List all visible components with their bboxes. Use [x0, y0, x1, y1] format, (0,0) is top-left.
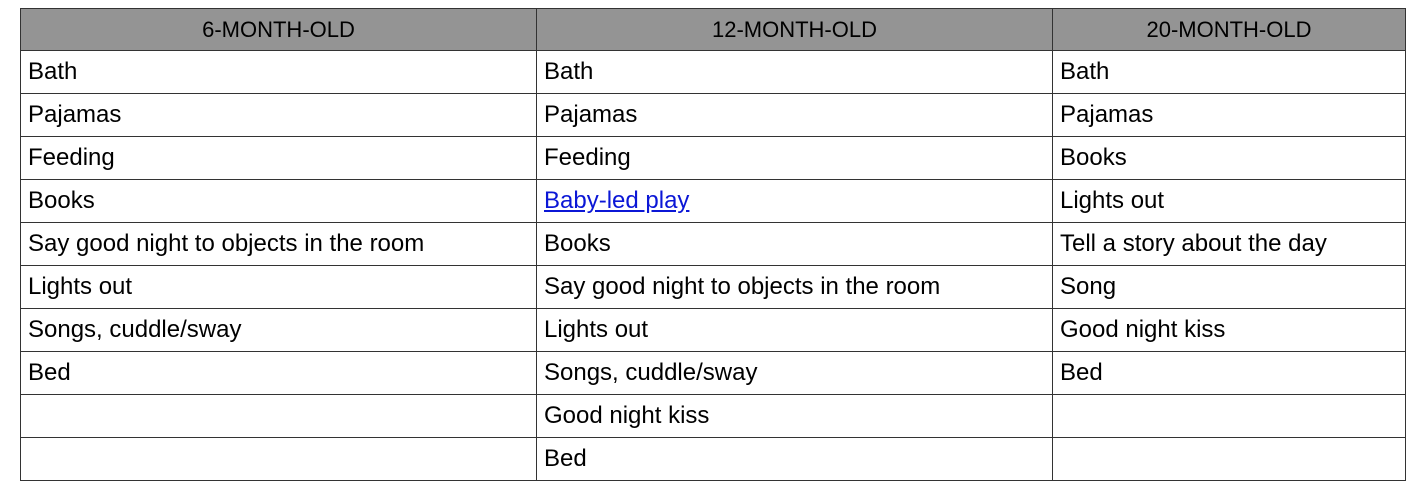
- table-cell: Bath: [1053, 51, 1406, 94]
- table-cell: Bed: [1053, 352, 1406, 395]
- table-cell: Pajamas: [1053, 94, 1406, 137]
- table-cell: Books: [21, 180, 537, 223]
- table-cell: Say good night to objects in the room: [21, 223, 537, 266]
- bedtime-routine-table: [20, 8, 1406, 481]
- table-cell: Tell a story about the day: [1053, 223, 1406, 266]
- table-cell: Feeding: [21, 137, 537, 180]
- table-row: [21, 51, 1406, 94]
- table-row: [21, 395, 1406, 438]
- table-row: [21, 137, 1406, 180]
- table-cell: Lights out: [1053, 180, 1406, 223]
- table-cell: [21, 438, 537, 481]
- table-row: [21, 438, 1406, 481]
- table-cell: Bath: [21, 51, 537, 94]
- table-cell: [21, 395, 537, 438]
- table-cell: Say good night to objects in the room: [537, 266, 1053, 309]
- table-cell: [1053, 395, 1406, 438]
- table-cell: Bed: [21, 352, 537, 395]
- table-cell: Good night kiss: [1053, 309, 1406, 352]
- table-row: [21, 352, 1406, 395]
- table-cell: Bed: [537, 438, 1053, 481]
- table-cell: Songs, cuddle/sway: [21, 309, 537, 352]
- header-row: [21, 9, 1406, 51]
- table-header: [21, 9, 1406, 51]
- table-cell: Pajamas: [21, 94, 537, 137]
- table-body: [21, 51, 1406, 481]
- table-cell: [1053, 438, 1406, 481]
- table-cell: Books: [537, 223, 1053, 266]
- table-cell: Books: [1053, 137, 1406, 180]
- table-row: [21, 223, 1406, 266]
- table-cell: Lights out: [21, 266, 537, 309]
- table-cell: Pajamas: [537, 94, 1053, 137]
- table-row: [21, 180, 1406, 223]
- table-cell: Bath: [537, 51, 1053, 94]
- column-header-6-month: 6-MONTH-OLD: [21, 9, 537, 51]
- table-row: [21, 266, 1406, 309]
- column-header-12-month: 12-MONTH-OLD: [537, 9, 1053, 51]
- table-cell: Feeding: [537, 137, 1053, 180]
- table-cell: Good night kiss: [537, 395, 1053, 438]
- table-row: [21, 309, 1406, 352]
- table-cell: Lights out: [537, 309, 1053, 352]
- table-row: [21, 94, 1406, 137]
- table-cell: [537, 180, 1053, 223]
- table-cell: Songs, cuddle/sway: [537, 352, 1053, 395]
- table-cell: Song: [1053, 266, 1406, 309]
- baby-led-play-link[interactable]: Baby-led play: [544, 187, 690, 214]
- column-header-20-month: 20-MONTH-OLD: [1053, 9, 1406, 51]
